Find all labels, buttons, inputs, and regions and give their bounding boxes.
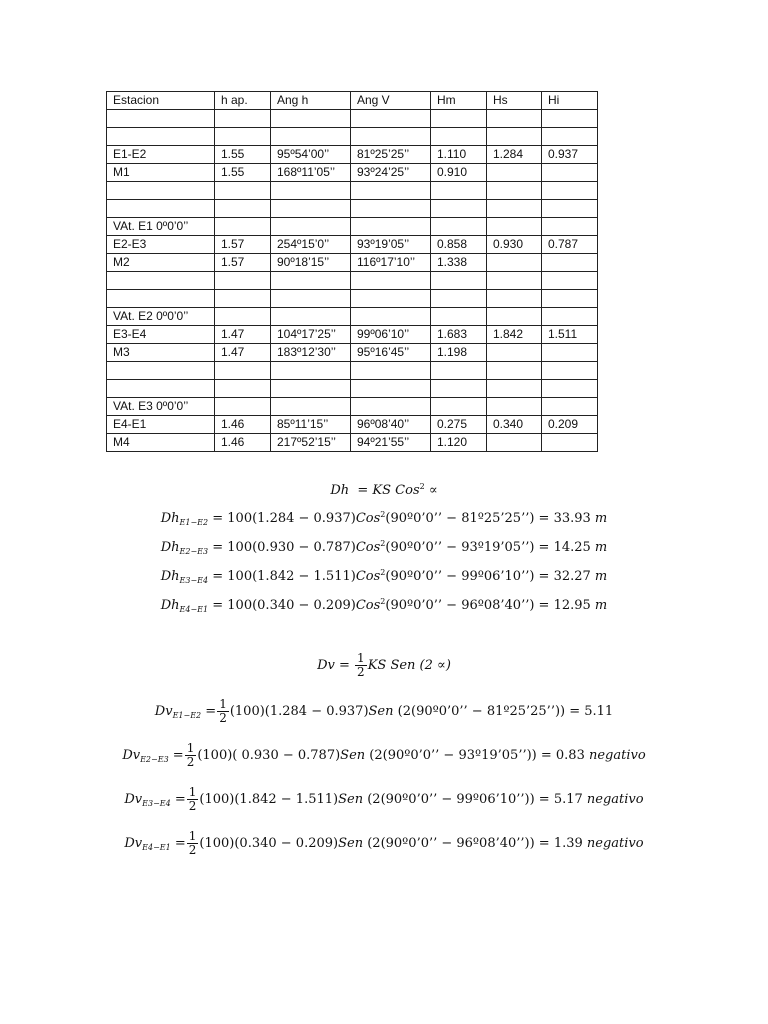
dv-equation: $Dv_{E2-E3}$ = $\frac{1}{2}$ (100)( 0.930 − 0.787)Sen (2(90º0’0’’ − 93º19’05’’)) = 0.83 negativo: [122, 741, 646, 769]
one-half-fraction: $\frac{1}{2}$: [357, 651, 365, 679]
survey-table-body: [107, 92, 598, 452]
table-row: [107, 290, 598, 308]
dv-expression: (100)(1.284 − 0.937): [229, 704, 369, 719]
table-cell: [271, 200, 351, 218]
sign-note: negativo: [588, 748, 646, 763]
table-cell: 93º19’05’’: [351, 236, 431, 254]
exponent: 2: [380, 510, 386, 519]
table-cell: 1.47: [215, 326, 271, 344]
table-cell: [542, 434, 598, 452]
sen-function: Sen: [368, 704, 394, 719]
table-cell: [542, 272, 598, 290]
cos-function: Cos: [355, 511, 381, 526]
table-cell: 0.340: [487, 416, 542, 434]
table-cell: 1.55: [215, 146, 271, 164]
table-cell: [215, 362, 271, 380]
one-half-fraction: $\frac{1}{2}$: [186, 741, 195, 769]
table-cell: [271, 290, 351, 308]
table-cell: 254º15’0’’: [271, 236, 351, 254]
table-cell: [215, 218, 271, 236]
table-row: [107, 362, 598, 380]
table-cell: [542, 182, 598, 200]
dh-equation: $Dh_{E1-E2} = 100(1.284$ − 0.937)Cos$^2$(90º0’0’’ − 81º25’25’’) = 33.93 m: [160, 510, 608, 527]
exponent: 2: [380, 568, 386, 577]
exponent: 2: [380, 597, 386, 606]
dh-expression: = 100(1.284 − 0.937): [212, 511, 356, 526]
dh-argument: (90º0’0’’ − 93º19’05’’) = 14.25: [385, 540, 595, 555]
dv-subscript: E2−E3: [140, 755, 169, 764]
dh-subscript: E1−E2: [179, 518, 209, 527]
table-cell: [431, 110, 487, 128]
table-cell: [542, 308, 598, 326]
table-cell: [487, 308, 542, 326]
table-cell: [487, 380, 542, 398]
table-cell: [107, 110, 215, 128]
table-cell: [351, 398, 431, 416]
table-cell: [107, 182, 215, 200]
cos-function: Cos: [355, 598, 381, 613]
table-cell: [271, 272, 351, 290]
table-row: [107, 128, 598, 146]
unit: m: [594, 511, 608, 526]
cos-function: Cos: [355, 569, 381, 584]
table-cell: 99º06’10’’: [351, 326, 431, 344]
table-cell: [487, 110, 542, 128]
dv-subscript: E4−E1: [142, 843, 171, 852]
table-cell: 1.46: [215, 416, 271, 434]
table-cell: [271, 362, 351, 380]
table-cell: [542, 128, 598, 146]
table-cell: [351, 218, 431, 236]
table-cell: [271, 128, 351, 146]
dh-equation: $Dh_{E4-E1} = 100(0.340$ − 0.209)Cos$^2$(90º0’0’’ − 96º08’40’’) = 12.95 m: [160, 597, 608, 614]
table-cell: 1.511: [542, 326, 598, 344]
table-cell: [351, 272, 431, 290]
table-cell: [487, 254, 542, 272]
table-row: [107, 416, 598, 434]
table-cell: [215, 308, 271, 326]
table-cell: VAt. E1 0º0’0’’: [107, 218, 215, 236]
dh-lhs: Dh: [330, 483, 350, 498]
table-cell: 0.858: [431, 236, 487, 254]
table-cell: [542, 110, 598, 128]
dv-argument: (2(90º0’0’’ − 99º06’10’’)) = 5.17: [363, 792, 587, 807]
table-cell: 0.275: [431, 416, 487, 434]
table-cell: 0.937: [542, 146, 598, 164]
table-cell: M2: [107, 254, 215, 272]
table-cell: [487, 164, 542, 182]
table-cell: VAt. E3 0º0’0’’: [107, 398, 215, 416]
table-cell: [107, 290, 215, 308]
dv-equation: $Dv_{E3-E4}$ = $\frac{1}{2}$ (100)(1.842 − 1.511)Sen (2(90º0’0’’ − 99º06’10’’)) = 5.17 negativo: [124, 785, 644, 813]
table-row: [107, 182, 598, 200]
dh-equation: $Dh_{E3-E4} = 100(1.842$ − 1.511)Cos$^2$(90º0’0’’ − 99º06’10’’) = 32.27 m: [160, 568, 608, 585]
table-cell: [487, 344, 542, 362]
table-cell: [351, 362, 431, 380]
survey-table: [106, 91, 598, 452]
table-cell: [487, 290, 542, 308]
table-cell: 104º17’25’’: [271, 326, 351, 344]
table-row: [107, 146, 598, 164]
table-cell: [271, 182, 351, 200]
table-cell: 85º11’15’’: [271, 416, 351, 434]
sign-note: negativo: [586, 792, 644, 807]
table-cell: 116º17’10’’: [351, 254, 431, 272]
column-header: Hs: [487, 92, 542, 110]
table-cell: [271, 110, 351, 128]
table-cell: [351, 128, 431, 146]
table-cell: [542, 344, 598, 362]
table-cell: [271, 398, 351, 416]
table-cell: 1.57: [215, 236, 271, 254]
table-cell: [431, 380, 487, 398]
table-cell: 0.209: [542, 416, 598, 434]
one-half-fraction: $\frac{1}{2}$: [188, 829, 197, 857]
one-half-fraction: $\frac{1}{2}$: [219, 697, 227, 725]
table-cell: [542, 164, 598, 182]
table-cell: 1.46: [215, 434, 271, 452]
table-cell: [215, 272, 271, 290]
dh-general-formula: [0, 482, 768, 498]
table-cell: [215, 398, 271, 416]
table-cell: 1.284: [487, 146, 542, 164]
table-cell: 94º21’55’’: [351, 434, 431, 452]
table-cell: 1.110: [431, 146, 487, 164]
table-cell: E4-E1: [107, 416, 215, 434]
table-cell: M1: [107, 164, 215, 182]
table-cell: [542, 362, 598, 380]
dv-argument: (2(90º0’0’’ − 96º08’40’’)) = 1.39: [363, 836, 587, 851]
table-cell: 1.57: [215, 254, 271, 272]
table-cell: [351, 380, 431, 398]
table-cell: [215, 380, 271, 398]
table-cell: 90º18’15’’: [271, 254, 351, 272]
sen-function: Sen: [340, 748, 366, 763]
table-cell: E2-E3: [107, 236, 215, 254]
dh-subscript: E2−E3: [179, 547, 209, 556]
table-cell: [487, 218, 542, 236]
table-cell: [542, 398, 598, 416]
dh-expression: = 100(1.842 − 1.511): [212, 569, 356, 584]
table-cell: [431, 218, 487, 236]
column-header: Estacion: [107, 92, 215, 110]
table-cell: 1.55: [215, 164, 271, 182]
table-cell: [487, 434, 542, 452]
dv-lhs: Dv =: [317, 658, 350, 673]
table-row: [107, 254, 598, 272]
exponent: 2: [380, 539, 386, 548]
table-cell: [542, 200, 598, 218]
dh-exponent: 2: [419, 482, 425, 491]
dh-rhs: = KS Cos: [357, 483, 420, 498]
column-header: Ang V: [351, 92, 431, 110]
dh-argument: (90º0’0’’ − 99º06’10’’) = 32.27: [385, 569, 595, 584]
table-row: [107, 308, 598, 326]
table-cell: [271, 218, 351, 236]
table-cell: [431, 182, 487, 200]
dh-argument: (90º0’0’’ − 96º08’40’’) = 12.95: [385, 598, 595, 613]
table-cell: 81º25’25’’: [351, 146, 431, 164]
column-header: Hm: [431, 92, 487, 110]
table-cell: [351, 290, 431, 308]
table-cell: [542, 254, 598, 272]
dh-expression: = 100(0.340 − 0.209): [212, 598, 356, 613]
table-cell: [107, 200, 215, 218]
table-cell: 168º11’05’’: [271, 164, 351, 182]
table-cell: 93º24’25’’: [351, 164, 431, 182]
dv-equation: $Dv_{E1-E2}$ = $\frac{1}{2}$ (100)(1.284 − 0.937)Sen (2(90º0’0’’ − 81º25’25’’)) = 5.11: [154, 697, 614, 725]
table-cell: [215, 290, 271, 308]
table-cell: [107, 362, 215, 380]
table-cell: [351, 182, 431, 200]
table-cell: M3: [107, 344, 215, 362]
sen-function: Sen: [338, 836, 364, 851]
table-cell: 96º08’40’’: [351, 416, 431, 434]
dh-expression: = 100(0.930 − 0.787): [212, 540, 356, 555]
table-cell: 1.47: [215, 344, 271, 362]
unit: m: [594, 540, 608, 555]
table-cell: 95º16’45’’: [351, 344, 431, 362]
table-cell: [487, 272, 542, 290]
table-cell: [431, 272, 487, 290]
sign-note: negativo: [586, 836, 644, 851]
table-row: [107, 344, 598, 362]
one-half-fraction: $\frac{1}{2}$: [188, 785, 197, 813]
table-row: [107, 110, 598, 128]
table-cell: 1.683: [431, 326, 487, 344]
table-cell: [487, 362, 542, 380]
table-cell: [431, 128, 487, 146]
dv-expression: (100)( 0.930 − 0.787): [197, 748, 341, 763]
sen-function: Sen: [338, 792, 364, 807]
dh-argument: (90º0’0’’ − 81º25’25’’) = 33.93: [385, 511, 595, 526]
dh-subscript: E4−E1: [179, 605, 209, 614]
table-cell: 1.120: [431, 434, 487, 452]
table-row: [107, 380, 598, 398]
table-cell: [431, 200, 487, 218]
table-cell: [487, 200, 542, 218]
dv-general-formula: [0, 652, 768, 679]
table-row: [107, 200, 598, 218]
table-cell: E3-E4: [107, 326, 215, 344]
table-cell: [487, 128, 542, 146]
table-cell: [542, 218, 598, 236]
table-row: [107, 272, 598, 290]
table-cell: [351, 200, 431, 218]
table-cell: 1.338: [431, 254, 487, 272]
table-cell: [351, 308, 431, 326]
table-row: [107, 218, 598, 236]
table-cell: [215, 128, 271, 146]
table-cell: [215, 182, 271, 200]
column-header: Hi: [542, 92, 598, 110]
table-row: [107, 236, 598, 254]
table-cell: E1-E2: [107, 146, 215, 164]
table-row: [107, 434, 598, 452]
table-row: [107, 326, 598, 344]
table-row: [107, 164, 598, 182]
table-cell: 0.787: [542, 236, 598, 254]
table-cell: [107, 380, 215, 398]
dv-subscript: E3−E4: [142, 799, 171, 808]
table-cell: [431, 398, 487, 416]
table-cell: 0.930: [487, 236, 542, 254]
table-cell: 1.198: [431, 344, 487, 362]
table-cell: 95º54’00’’: [271, 146, 351, 164]
table-cell: [431, 290, 487, 308]
table-cell: [431, 308, 487, 326]
table-cell: VAt. E2 0º0’0’’: [107, 308, 215, 326]
dv-equation: $Dv_{E4-E1}$ = $\frac{1}{2}$ (100)(0.340 − 0.209)Sen (2(90º0’0’’ − 96º08’40’’)) = 1.39 negativo: [124, 829, 644, 857]
dh-alpha: ∝: [424, 483, 438, 498]
table-cell: [107, 128, 215, 146]
table-cell: 0.910: [431, 164, 487, 182]
table-cell: [215, 200, 271, 218]
dv-subscript: E1−E2: [172, 711, 202, 720]
table-cell: [487, 182, 542, 200]
table-cell: [271, 380, 351, 398]
dh-subscript: E3−E4: [179, 576, 209, 585]
column-header: Ang h: [271, 92, 351, 110]
table-cell: [542, 380, 598, 398]
table-cell: [431, 362, 487, 380]
table-cell: [487, 398, 542, 416]
table-cell: 183º12’30’’: [271, 344, 351, 362]
dv-expression: (100)(1.842 − 1.511): [199, 792, 339, 807]
table-header-row: [107, 92, 598, 110]
table-cell: [215, 110, 271, 128]
dv-rhs: KS Sen (2 ∝): [367, 658, 451, 673]
table-cell: [351, 110, 431, 128]
table-cell: [271, 308, 351, 326]
dv-argument: (2(90º0’0’’ − 93º19’05’’)) = 0.83: [365, 748, 589, 763]
unit: m: [594, 598, 608, 613]
table-cell: M4: [107, 434, 215, 452]
table-cell: 217º52’15’’: [271, 434, 351, 452]
table-cell: 1.842: [487, 326, 542, 344]
dv-expression: (100)(0.340 − 0.209): [199, 836, 339, 851]
unit: m: [594, 569, 608, 584]
table-row: [107, 398, 598, 416]
table-cell: [542, 290, 598, 308]
dh-equation: $Dh_{E2-E3} = 100(0.930$ − 0.787)Cos$^2$(90º0’0’’ − 93º19’05’’) = 14.25 m: [160, 539, 608, 556]
cos-function: Cos: [355, 540, 381, 555]
table-cell: [107, 272, 215, 290]
dv-argument: (2(90º0’0’’ − 81º25’25’’)) = 5.11: [393, 704, 614, 719]
column-header: h ap.: [215, 92, 271, 110]
